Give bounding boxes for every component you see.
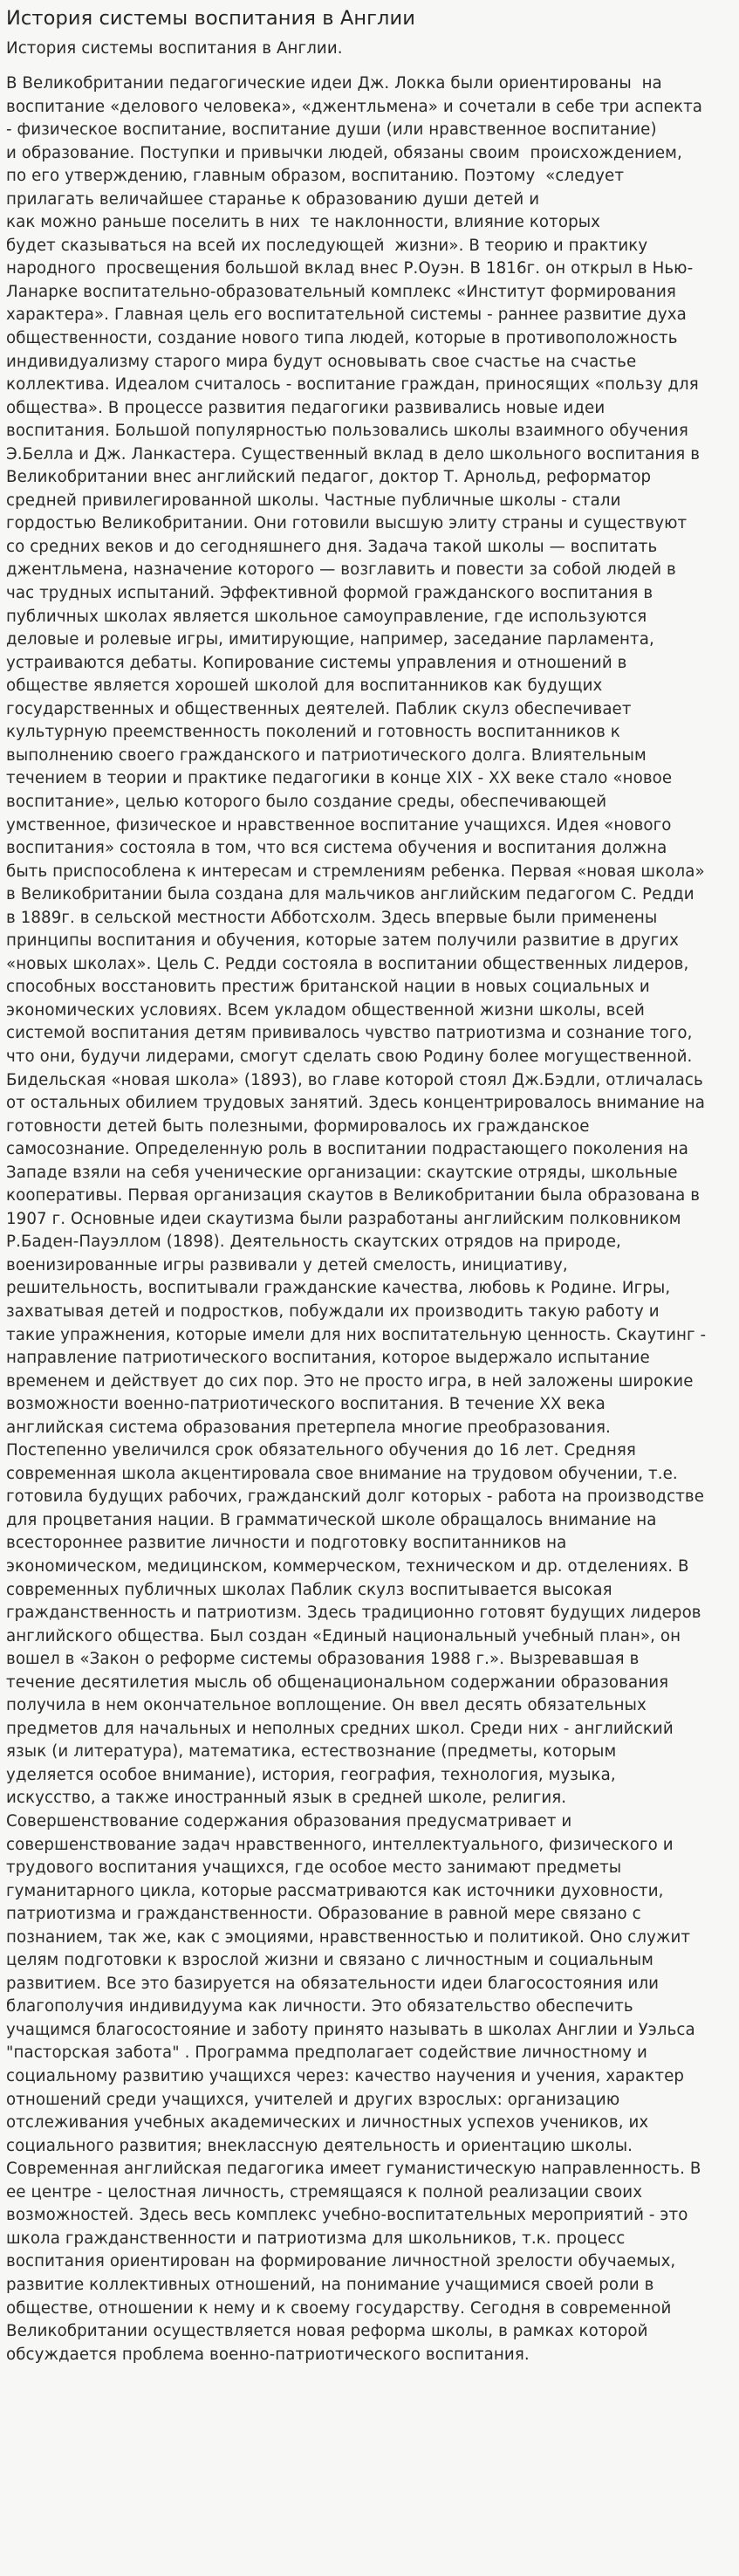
- body-line: вошел в «Закон о реформе системы образования 1988 г.». Вызревавшая в: [6, 1650, 640, 1669]
- body-line: умственное, физическое и нравственное воспитание учащихся. Идея «нового: [6, 815, 672, 835]
- body-line: 1907 г. Основные идеи скаутизма были разработаны английским полковником: [6, 1209, 681, 1228]
- body-line: Великобритании осуществляется новая реформа школы, в рамках которой: [6, 2322, 648, 2341]
- body-line: искусство, а также иностранный язык в средней школе, религия.: [6, 1789, 567, 1808]
- body-line: английская система образования претерпела многие преобразования.: [6, 1418, 611, 1437]
- body-line: народного просвещения большой вклад внес Р.Оуэн. В 1816г. он открыл в Нью-: [6, 259, 694, 278]
- body-line: от остальных обилием трудовых занятий. Здесь концентрировалось внимание на: [6, 1094, 706, 1113]
- body-line: совершенствование задач нравственного, интеллектуального, физического и: [6, 1835, 674, 1854]
- body-line: Э.Белла и Дж. Ланкастера. Существенный вклад в дело школьного воспитания в: [6, 444, 701, 464]
- body-line: Великобритании внес английский педагог, доктор Т. Арнольд, реформатор: [6, 468, 652, 487]
- body-line: развитием. Все это базируется на обязательности идеи благосостояния или: [6, 1974, 660, 1993]
- body-line: быть приспособлена к интересам и стремлениям ребенка. Первая «новая школа»: [6, 862, 705, 881]
- body-line: всестороннее развитие личности и подготовку воспитанников на: [6, 1534, 567, 1553]
- body-line: воспитания ориентирован на формирование личностной зрелости обучаемых,: [6, 2252, 676, 2271]
- body-line: джентльмена, назначение которого — возглавить и повести за собой людей в: [6, 560, 676, 580]
- body-line: современная школа акцентировала свое внимание на трудовом обучении, т.е.: [6, 1464, 678, 1483]
- body-line: общества». В процессе развития педагогики развивались новые идеи: [6, 398, 606, 417]
- body-line: системой воспитания детям прививалось чувство патриотизма и сознание того,: [6, 1024, 693, 1043]
- body-line: школа гражданственности и патриотизма для школьников, т.к. процесс: [6, 2229, 626, 2248]
- body-line: гуманитарного цикла, которые рассматриваются как источники духовности,: [6, 1881, 664, 1900]
- body-line: социальному развитию учащихся через: качество научения и учения, характер: [6, 2067, 685, 2086]
- body-line: принципы воспитания и обучения, которые затем получили развитие в других: [6, 931, 679, 951]
- body-line: в 1889г. в сельской местности Абботсхолм. Здесь впервые были применены: [6, 908, 658, 927]
- body-line: по его утверждению, главным образом, воспитанию. Поэтому «следует: [6, 167, 625, 186]
- body-line: течение десятилетия мысль об общенациональном содержании образования: [6, 1673, 669, 1692]
- body-line: воспитания. Большой популярностью пользовались школы взаимного обучения: [6, 422, 688, 441]
- body-line: получила в нем окончательное воплощение. Он ввел десять обязательных: [6, 1696, 647, 1715]
- body-line: устраиваются дебаты. Копирование системы управления и отношений в: [6, 653, 627, 672]
- body-line: благополучия индивидуума как личности. Это обязательство обеспечить: [6, 1997, 633, 2016]
- body-line: будет сказываться на всей их последующей жизни». В теорию и практику: [6, 236, 648, 255]
- body-line: воспитание», целью которого было создание среды, обеспечивающей: [6, 792, 607, 811]
- body-line: социального развития; внеклассную деятельность и ориентацию школы.: [6, 2136, 633, 2155]
- body-line: публичных школах является школьное самоуправление, где используются: [6, 607, 647, 626]
- body-line: такие упражнения, которые имели для них воспитательную ценность. Скаутинг -: [6, 1325, 707, 1344]
- body-line: В Великобритании педагогические идеи Дж. Локка были ориентированы на: [6, 74, 662, 93]
- body-line: возможностей. Здесь весь комплекс учебно-воспитательных мероприятий - это: [6, 2206, 688, 2225]
- body-line: час трудных испытаний. Эффективной формой гражданского воспитания в: [6, 584, 653, 603]
- body-line: отслеживания учебных академических и личностных успехов учеников, их: [6, 2113, 649, 2133]
- body-line: Современная английская педагогика имеет гуманистическую направленность. В: [6, 2160, 701, 2179]
- body-line: гордостью Великобритании. Они готовили высшую элиту страны и существуют: [6, 514, 688, 533]
- body-line: учащимся благосостояние и заботу принято называть в школах Англии и Уэльса: [6, 2020, 695, 2039]
- body-line: Постепенно увеличился срок обязательного обучения до 16 лет. Средняя: [6, 1441, 636, 1460]
- body-line: готовила будущих рабочих, гражданский долг которых - работа на производстве: [6, 1487, 705, 1507]
- body-line: гражданственность и патриотизм. Здесь традиционно готовят будущих лидеров: [6, 1604, 701, 1623]
- body-line: обсуждается проблема военно-патриотического воспитания.: [6, 2345, 530, 2364]
- body-line: экономическом, медицинском, коммерческом, техническом и др. отделениях. В: [6, 1557, 689, 1576]
- body-line: экономических условиях. Всем укладом общественной жизни школы, всей: [6, 1000, 645, 1020]
- body-line: способных восстановить престиж британской нации в новых социальных и: [6, 978, 650, 997]
- body-line: уделяется особое внимание), история, география, технология, музыка,: [6, 1765, 616, 1784]
- body-line: культурную преемственность поколений и готовность воспитанников к: [6, 723, 620, 742]
- body-line: течением в теории и практике педагогики в конце XIX - XX веке стало «новое: [6, 769, 673, 788]
- body-line: язык (и литература), математика, естествознание (предметы, которым: [6, 1742, 617, 1762]
- body-line: со средних веков и до сегодняшнего дня. Задача такой школы — воспитать: [6, 537, 658, 556]
- body-line: английского общества. Был создан «Единый национальный учебный план», он: [6, 1626, 681, 1645]
- body-line: общественности, создание нового типа людей, которые в противоположность: [6, 329, 678, 348]
- body-line: государственных и общественных деятелей. Паблик скулз обеспечивает: [6, 699, 632, 718]
- body-line: современных публичных школах Паблик скулз воспитывается высокая: [6, 1580, 612, 1599]
- body-line: самосознание. Определенную роль в воспитании подрастающего поколения на: [6, 1140, 688, 1159]
- body-line: решительность, воспитывали гражданские качества, любовь к Родине. Игры,: [6, 1279, 671, 1298]
- body-line: коллектива. Идеалом считалось - воспитание граждан, приносящих «пользу для: [6, 375, 699, 395]
- body-line: Р.Баден-Пауэллом (1898). Деятельность скаутских отрядов на природе,: [6, 1233, 621, 1252]
- body-line: средней привилегированной школы. Частные публичные школы - стали: [6, 491, 621, 510]
- body-line: и образование. Поступки и привычки людей, обязаны своим происхождением,: [6, 143, 682, 162]
- article-body: [6, 72, 734, 2366]
- body-line: Совершенствование содержания образования предусматривает и: [6, 1812, 572, 1831]
- body-line: познанием, так же, как с эмоциями, нравственностью и политикой. Оно служит: [6, 1927, 691, 1947]
- body-line: Бидельская «новая школа» (1893), во главе которой стоял Дж.Бэдли, отличалась: [6, 1070, 703, 1089]
- body-line: прилагать величайшее старанье к образованию души детей и: [6, 189, 540, 209]
- body-line: военизированные игры развивали у детей смелость, инициативу,: [6, 1255, 568, 1274]
- body-line: индивидуализму старого мира будут основывать свое счастье на счастье: [6, 352, 637, 371]
- body-line: - физическое воспитание, воспитание души (или нравственное воспитание): [6, 120, 657, 140]
- body-line: патриотизма и гражданственности. Образование в равной мере связано с: [6, 1905, 641, 1924]
- body-line: «новых школах». Цель С. Редди состояла в воспитании общественных лидеров,: [6, 954, 689, 973]
- body-line: развитие коллективных отношений, на понимание учащимися своей роли в: [6, 2275, 654, 2294]
- body-line: трудового воспитания учащихся, где особое место занимают предметы: [6, 1858, 622, 1878]
- body-line: в Великобритании была создана для мальчиков английским педагогом С. Редди: [6, 885, 695, 904]
- body-line: возможности военно-патриотического воспитания. В течение XX века: [6, 1395, 606, 1414]
- body-line: кооперативы. Первая организация скаутов в Великобритании была образована в: [6, 1186, 701, 1206]
- body-line: направление патриотического воспитания, которое выдержало испытание: [6, 1349, 650, 1368]
- body-line: Западе взяли на себя ученические организации: скаутские отряды, школьные: [6, 1163, 678, 1182]
- body-line: обществе, отношении к нему и к своему государству. Сегодня в современной: [6, 2298, 672, 2318]
- article-title: История системы воспитания в Англии: [6, 7, 415, 30]
- body-line: обществе является хорошей школой для воспитанников как будущих: [6, 677, 603, 696]
- body-line: воспитания» состояла в том, что вся система обучения и воспитания должна: [6, 839, 667, 858]
- body-line: выполнению своего гражданского и патриотического долга. Влиятельным: [6, 745, 647, 765]
- body-line: "пасторская забота" . Программа предполагает содействие личностному и: [6, 2044, 647, 2063]
- body-line: готовности детей быть полезными, формировалось их гражданское: [6, 1116, 590, 1136]
- body-line: воспитание «делового человека», «джентльмена» и сочетали в себе три аспекта: [6, 97, 703, 116]
- article-subtitle: История системы воспитания в Англии.: [6, 39, 343, 58]
- body-line: для процветания нации. В грамматической школе обращалось внимание на: [6, 1510, 657, 1529]
- body-line: как можно раньше поселить в них те наклонности, влияние которых: [6, 213, 601, 232]
- body-line: что они, будучи лидерами, смогут сделать свою Родину более могущественной.: [6, 1047, 693, 1066]
- body-line: Ланарке воспитательно-образовательный комплекс «Институт формирования: [6, 282, 676, 301]
- body-line: захватывая детей и подростков, побуждали их производить такую работу и: [6, 1302, 660, 1321]
- body-line: характера». Главная цель его воспитательной системы - раннее развитие духа: [6, 306, 687, 325]
- body-line: целям подготовки к взрослой жизни и связано с личностным и социальным: [6, 1951, 653, 1970]
- body-line: отношений среди учащихся, учителей и других взрослых: организацию: [6, 2090, 620, 2109]
- body-line: временем и действует до сих пор. Это не просто игра, в ней заложены широкие: [6, 1371, 694, 1391]
- body-line: деловые и ролевые игры, имитирующие, например, заседание парламента,: [6, 630, 654, 649]
- body-line: предметов для начальных и неполных средних школ. Среди них - английский: [6, 1719, 674, 1738]
- body-line: ее центре - целостная личность, стремящаяся к полной реализации своих: [6, 2182, 643, 2202]
